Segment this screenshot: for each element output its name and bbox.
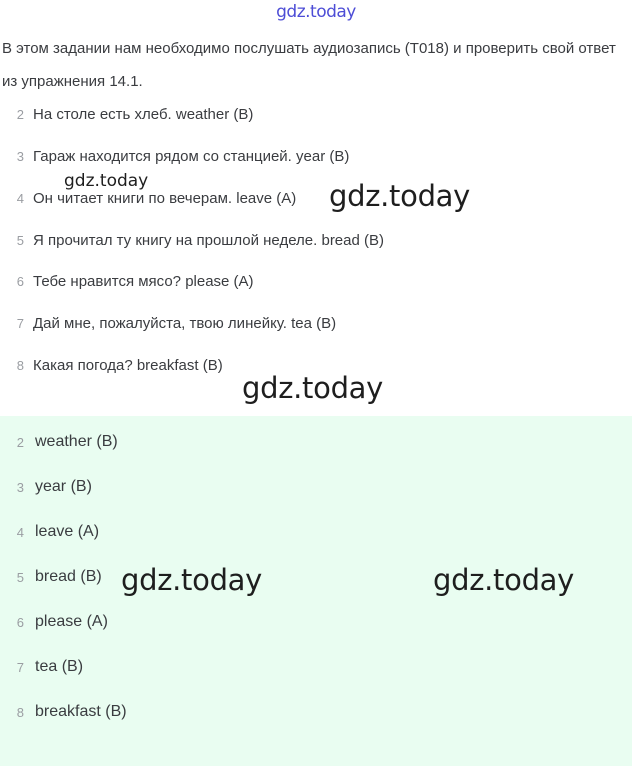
- item-text: Какая погода? breakfast (B): [33, 356, 223, 374]
- answer-text: tea (B): [35, 658, 84, 675]
- item-number: 7: [16, 315, 24, 331]
- answer-number: 7: [16, 659, 24, 675]
- list-item: [0, 102, 253, 126]
- answer-item: [0, 475, 92, 499]
- watermark: gdz.today: [121, 563, 263, 597]
- item-number: 6: [16, 273, 24, 289]
- answer-item: [0, 655, 83, 679]
- item-text: Я прочитал ту книгу на прошлой неделе. bread (B): [33, 231, 384, 249]
- answer-number: 5: [16, 569, 24, 585]
- list-item: [0, 353, 223, 377]
- list-item: [0, 269, 254, 293]
- answer-item: [0, 565, 102, 589]
- item-text: Дай мне, пожалуйста, твою линейку. tea (B): [33, 314, 337, 332]
- intro-text: В этом задании нам необходимо послушать аудиозапись (T018) и проверить свой ответ из упражнения 14.1.: [2, 40, 616, 90]
- answer-number: 4: [16, 524, 24, 540]
- answer-text: year (B): [35, 478, 92, 495]
- watermark: gdz.today: [64, 171, 149, 191]
- list-item: [0, 144, 349, 168]
- watermark: gdz.today: [242, 371, 384, 405]
- list-item: [0, 228, 384, 252]
- watermark: gdz.today: [433, 563, 575, 597]
- answer-number: 3: [16, 479, 24, 495]
- item-number: 2: [16, 106, 24, 122]
- item-text: Он читает книги по вечерам. leave (A): [33, 189, 297, 207]
- answer-item: [0, 520, 99, 544]
- top-watermark: gdz.today: [276, 2, 356, 22]
- list-item: [0, 311, 336, 335]
- item-number: 4: [16, 190, 24, 206]
- item-text: На столе есть хлеб. weather (B): [33, 105, 254, 123]
- answer-number: 8: [16, 704, 24, 720]
- item-number: 5: [16, 232, 24, 248]
- answer-text: bread (B): [35, 568, 102, 585]
- answer-text: breakfast (B): [35, 703, 127, 720]
- watermark: gdz.today: [329, 179, 471, 213]
- item-text: Тебе нравится мясо? please (A): [33, 272, 254, 290]
- answer-item: [0, 700, 127, 724]
- answer-item: [0, 610, 108, 634]
- item-number: 3: [16, 148, 24, 164]
- item-text: Гараж находится рядом со станцией. year (B): [33, 147, 350, 165]
- item-number: 8: [16, 357, 24, 373]
- answer-number: 6: [16, 614, 24, 630]
- answer-text: please (A): [35, 613, 108, 630]
- answer-item: [0, 430, 118, 454]
- answer-text: leave (A): [35, 523, 100, 540]
- answer-text: weather (B): [35, 433, 118, 450]
- answer-number: 2: [16, 434, 24, 450]
